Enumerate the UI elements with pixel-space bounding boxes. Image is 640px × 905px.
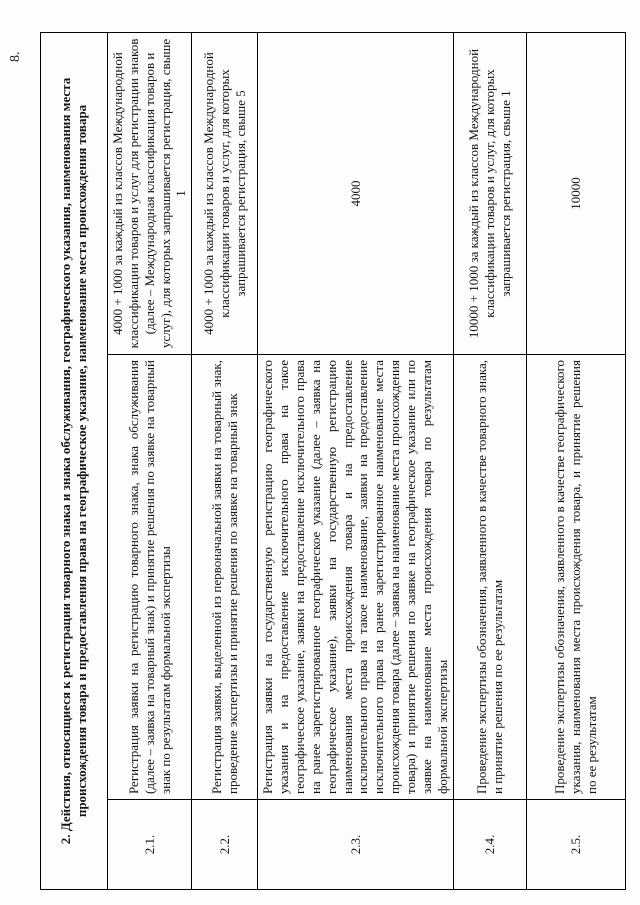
fee-cell: 10000 xyxy=(526,33,625,355)
fee-cell: 4000 xyxy=(258,33,453,355)
action-cell: Проведение экспертизы обозначения, заявленного в качестве географического указания, наименования места происхождения товара, и принятие решения по ее результатам xyxy=(526,355,625,800)
table-row xyxy=(108,33,192,890)
table-row xyxy=(453,33,526,890)
fee-cell: 4000 + 1000 за каждый из классов Международной классификации товаров и услуг, для которых запрашивается регистрация, свыше 5 xyxy=(192,33,258,355)
action-cell: Проведение экспертизы обозначения, заявленного в качестве товарного знака, и принятие решения по ее результатам xyxy=(453,355,526,800)
table-row xyxy=(192,33,258,890)
action-cell: Регистрация заявки, выделенной из первоначальной заявки на товарный знак, проведение экспертизы и принятие решения по заявке на товарный знак xyxy=(192,355,258,800)
fee-cell: 4000 + 1000 за каждый из классов Международной классификации товаров и услуг для регистрации знаков (далее – Международная классификация товаров и услуг), для которых запрашивается регистрация, свыше 1 xyxy=(108,33,192,355)
table-row xyxy=(526,33,625,890)
section-header-row xyxy=(41,33,108,890)
row-number-cell: 2.5. xyxy=(526,800,625,890)
section-header-cell: 2. Действия, относящиеся к регистрации товарного знака и знака обслуживания, географического указания, наименования места происхождения товара и предоставления права на географическое указание, наименование места происхождения товара xyxy=(41,33,108,890)
action-cell: Регистрация заявки на государственную регистрацию географического указания и на предоставление исключительного права на такое географическое указание, заявки на предоставление исключительного права на ранее зарегистрированное географическое указание (далее – заявка на географическое указание), заявки на государственную регистрацию наименования места происхождения товара и на предоставление исключительного права на такое наименование, заявки на предоставление исключительного права на ранее зарегистрированное наименование места происхождения товара (далее – заявка на наименование места происхождения товара) и принятие решения по заявке на географическое указание или по заявке на наименование места происхождения товара по результатам формальной экспертизы xyxy=(258,355,453,800)
action-cell: Регистрация заявки на регистрацию товарного знака, знака обслуживания (далее – заявка на товарный знак) и принятие решения по заявке на товарный знак по результатам формальной экспертизы xyxy=(108,355,192,800)
table-row xyxy=(258,33,453,890)
row-number-cell: 2.1. xyxy=(108,800,192,890)
row-number-cell: 2.3. xyxy=(258,800,453,890)
fee-cell: 10000 + 1000 за каждый из классов Международной классификации товаров и услуг, для которых запрашивается регистрация, свыше 1 xyxy=(453,33,526,355)
row-number-cell: 2.2. xyxy=(192,800,258,890)
fee-schedule-table xyxy=(40,32,626,890)
page-number: 8. xyxy=(8,51,23,62)
row-number-cell: 2.4. xyxy=(453,800,526,890)
